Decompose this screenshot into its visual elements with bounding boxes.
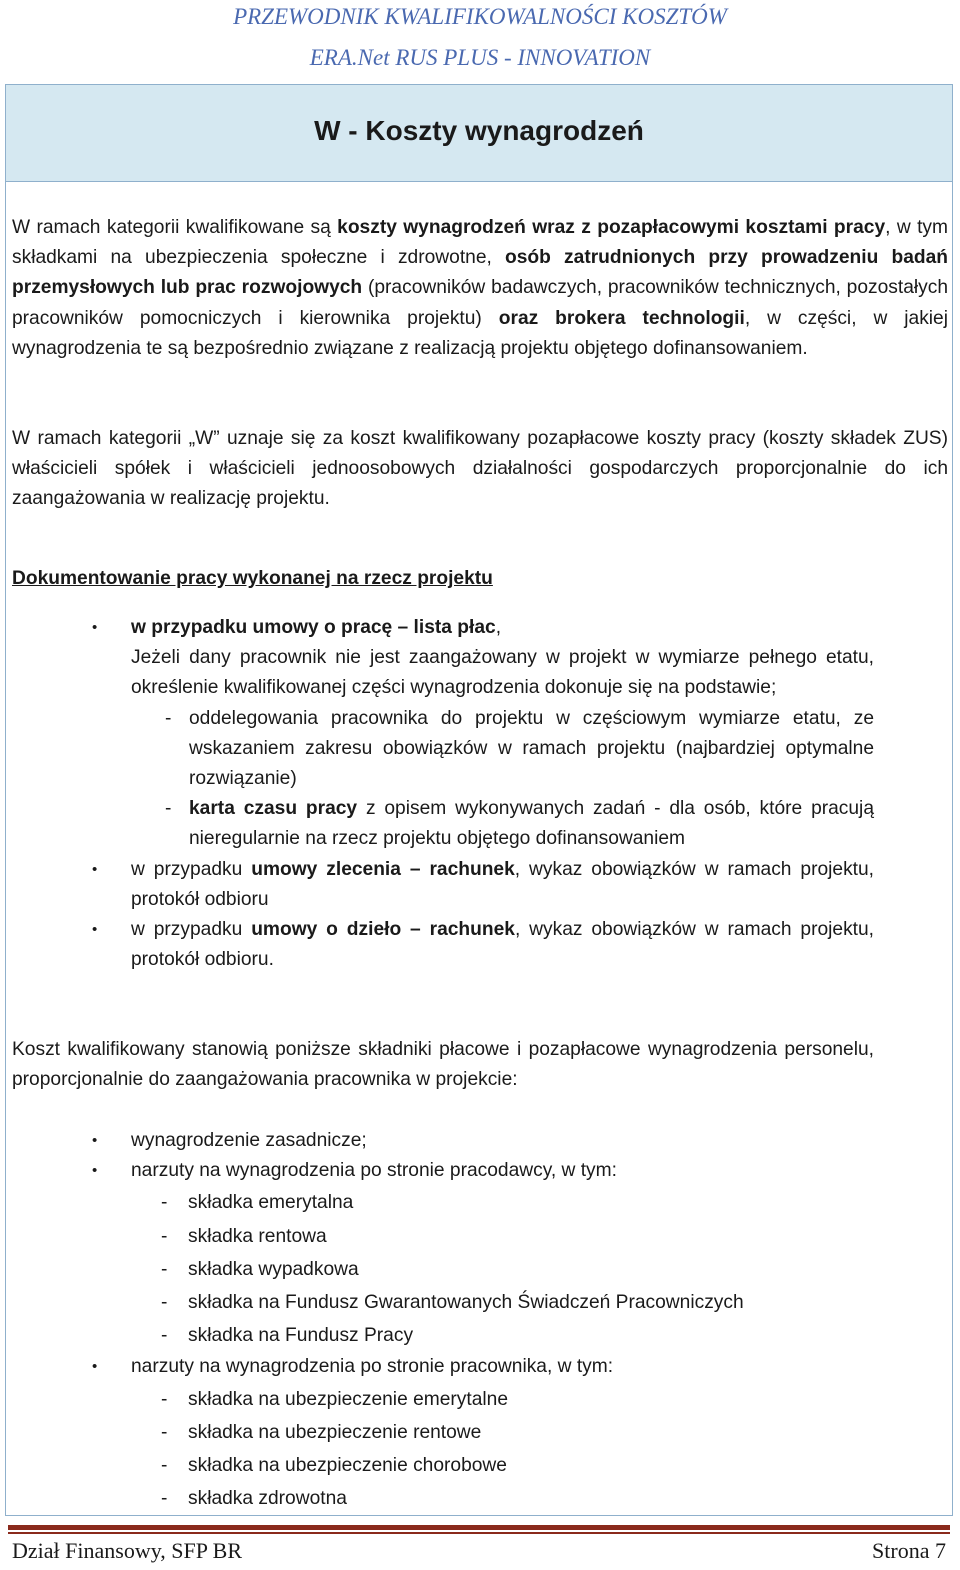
owners-paragraph: W ramach kategorii „W” uznaje się za koszt kwalifikowany pozapłacowe koszty pracy (koszty składek ZUS) właścicieli spółek i właścicieli jednoosobowych działalności gospodarczych proporcjonalnie do ich zaangażowania w realizację projektu. [12, 428, 948, 510]
intro-text-3: (pracowników badawczych, pracowników technicznych, pozostałych pracowników pomocniczych i kierownika projektu) [12, 277, 949, 329]
intro-paragraph [12, 213, 948, 364]
employer-contributions-list [131, 1186, 874, 1352]
item-text: w przypadku [131, 858, 252, 880]
sub-item-text: składka na ubezpieczenie chorobowe [188, 1454, 507, 1476]
item-text: narzuty na wynagrodzenia po stronie pracodawcy, w tym: [131, 1160, 617, 1182]
sub-list-item [131, 794, 874, 854]
list-item [86, 613, 874, 855]
content-frame [5, 84, 953, 1516]
sub-list-item [131, 1220, 874, 1253]
title-box [6, 85, 952, 182]
sub-list-item [131, 1319, 874, 1352]
item-bold: w przypadku umowy o pracę – lista płac [131, 617, 496, 638]
intro-bold-2: osób zatrudnionych przy prowadzeniu badań przemysłowych lub prac rozwojowych [12, 247, 948, 299]
intro-bold-1: koszty wynagrodzeń wraz z pozapłacowymi kosztami pracy [337, 217, 886, 238]
item-text: , wykaz obowiązków w ramach projektu, protokół odbioru. [131, 919, 875, 971]
sub-item-text: składka emerytalna [188, 1192, 354, 1214]
item-body-text: Jeżeli dany pracownik nie jest zaangażowany w projekt w wymiarze pełnego etatu, określenie kwalifikowanej części wynagrodzenia dokonuje się na podstawie; [131, 647, 874, 699]
intro-text-2: , w tym składkami na ubezpieczenia społeczne i zdrowotne, [12, 217, 948, 269]
item-text: wynagrodzenie zasadnicze; [131, 1130, 367, 1151]
dash-icon: - [161, 1258, 168, 1280]
bullet-icon: • [92, 1358, 98, 1376]
intro-bold-3: oraz brokera technologii [498, 307, 745, 329]
bullet-icon: • [92, 860, 98, 878]
sub-item-text: składka na ubezpieczenie emerytalne [188, 1388, 508, 1410]
bullet-icon: • [92, 619, 98, 636]
sub-list-item [131, 1449, 874, 1482]
eligible-cost-paragraph: Koszt kwalifikowany stanowią poniższe składniki płacowe i pozapłacowe wynagrodzenia personelu, proporcjonalnie do zaangażowania pracownika w projekcie: [12, 1039, 874, 1091]
list-item [86, 915, 874, 975]
intro-text-1: W ramach kategorii kwalifikowane są [12, 217, 338, 238]
sub-list-item [131, 1286, 874, 1319]
running-header-subtitle: ERA.Net RUS PLUS - INNOVATION [309, 45, 651, 70]
list-item [86, 1352, 874, 1515]
sub-item-text: składka na Fundusz Gwarantowanych Świadczeń Pracowniczych [188, 1291, 744, 1313]
sub-item-text: z opisem wykonywanych zadań - dla osób, które pracują nieregularnie na rzecz projektu objętego dofinansowaniem [189, 798, 874, 850]
dash-icon: - [161, 1192, 168, 1214]
page-title: W - Koszty wynagrodzeń [314, 115, 644, 146]
footer-rule-thick [8, 1525, 950, 1530]
sub-list-item [131, 1416, 874, 1449]
list-item [86, 855, 874, 915]
bullet-icon: • [92, 1132, 98, 1149]
sub-list-item [131, 704, 874, 795]
dash-icon: - [161, 1388, 168, 1410]
sub-item-text: składka zdrowotna [188, 1488, 347, 1510]
item-text: , wykaz obowiązków w ramach projektu, protokół odbioru [131, 858, 875, 910]
section-heading: Dokumentowanie pracy wykonanej na rzecz projektu [12, 568, 493, 589]
dash-icon: - [165, 798, 172, 820]
dash-icon: - [165, 707, 172, 729]
sub-list-item [131, 1482, 874, 1515]
list-item [86, 1126, 874, 1156]
dash-icon: - [161, 1488, 168, 1510]
sub-list-item [131, 1186, 874, 1219]
employee-contributions-list [131, 1383, 874, 1516]
item-text: narzuty na wynagrodzenia po stronie pracownika, w tym: [131, 1356, 614, 1378]
dash-icon: - [161, 1421, 168, 1443]
sub-list-item [131, 1383, 874, 1416]
footer-department: Dział Finansowy, SFP BR [12, 1538, 243, 1563]
sub-item-text: oddelegowania pracownika do projektu w częściowym wymiarze etatu, ze wskazaniem zakresu obowiązków w ramach projektu (najbardziej optymalne rozwiązanie) [189, 707, 874, 790]
sub-item-text: składka na ubezpieczenie rentowe [188, 1421, 482, 1443]
bullet-icon: • [92, 921, 98, 939]
list-item [86, 1156, 874, 1352]
item-bold: umowy zlecenia – rachunek [251, 858, 515, 880]
dash-icon: - [161, 1291, 168, 1313]
footer-rule-thin [8, 1532, 950, 1534]
dash-icon: - [161, 1325, 168, 1347]
sub-item-bold: karta czasu pracy [189, 798, 358, 820]
intro-text-4: , w części, w jakiej wynagrodzenia te są bezpośrednio związane z realizacją projektu objętego dofinansowaniem. [12, 307, 948, 359]
sub-item-text: składka rentowa [188, 1225, 327, 1247]
item-text: , [495, 617, 502, 638]
sub-item-text: składka wypadkowa [188, 1258, 359, 1280]
dash-icon: - [161, 1225, 168, 1247]
sub-item-text: składka na Fundusz Pracy [188, 1325, 414, 1347]
item-bold: umowy o dzieło – rachunek [251, 919, 515, 941]
sub-list [131, 704, 874, 855]
dash-icon: - [161, 1454, 168, 1476]
bullet-icon: • [92, 1162, 98, 1180]
footer-page-number: Strona 7 [872, 1538, 946, 1563]
cost-components-list [86, 1126, 874, 1515]
documentation-list [86, 613, 874, 975]
sub-list-item [131, 1253, 874, 1286]
running-header-title: PRZEWODNIK KWALIFIKOWALNOŚCI KOSZTÓW [233, 4, 727, 29]
item-text: w przypadku [131, 919, 252, 941]
